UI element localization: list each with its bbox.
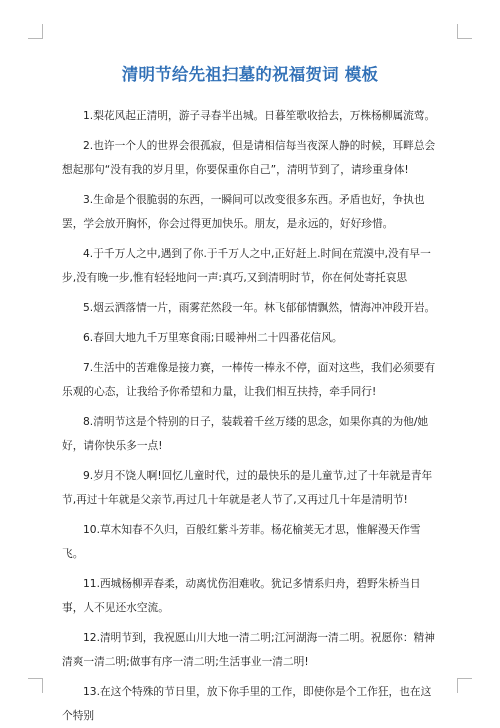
paragraph-11: 11.西城杨柳弄春柔，动离忧伤泪难收。犹记多情系归舟，碧野朱桥当日事，人不见还水空流。 [62,577,421,614]
document-title: 清明节给先祖扫墓的祝福贺词 模板 [121,65,379,84]
paragraph-13: 13.在这个特殊的节日里，放下你手里的工作，即使你是个工作狂，也在这个特别 [62,685,432,722]
crop-mark-bottom-left [28,678,43,693]
paragraph-6: 6.春回大地九千万里寒食雨;日暖神州二十四番花信风。 [83,331,343,344]
paragraph-2: 2.也许一个人的世界会很孤寂，但是请相信每当夜深人静的时候，耳畔总会想起那句“没有我的岁月里，你要保重你自己”，清明节到了，请珍重身体! [62,139,436,176]
paragraph-4: 4.于千万人之中,遇到了你.于千万人之中,正好赶上.时间在荒漠中,没有早一步,没有晚一步,惟有轻轻地问一声:真巧,又到清明时节，你在何处寄托哀思 [62,247,431,284]
paragraph-7: 7.生活中的苦难像是接力赛，一棒传一棒永不停，面对这些，我们必须要有乐观的心态，让我给予你希望和力量，让我们相互扶持，牵手同行! [62,361,436,398]
crop-mark-top-left [28,24,43,39]
paragraph-1: 1.梨花风起正清明，游子寻春半出城。日暮笙歌收拾去，万株杨柳属流莺。 [83,109,436,122]
document-body [62,104,440,728]
crop-mark-top-right [457,24,472,39]
crop-mark-bottom-right [457,678,472,693]
paragraph-5: 5.烟云洒落情一片，雨雾茫然段一年。林飞郁郁情飘然，情海冲冲段开岩。 [83,301,436,314]
paragraph-9: 9.岁月不饶人啊!回忆儿童时代，过的最快乐的是儿童节,过了十年就是青年节,再过十年就是父亲节,再过几十年就是老人节了,又再过几十年是清明节! [62,469,433,506]
paragraph-12: 12.清明节到，我祝愿山川大地一清二明;江河湖海一清二明。祝愿你：精神清爽一清二明;做事有序一清二明;生活事业一清二明! [62,631,435,668]
paragraph-10: 10.草木知春不久归，百般红紫斗芳菲。杨花榆荚无才思，惟解漫天作雪飞。 [62,523,421,560]
paragraph-3: 3.生命是个很脆弱的东西，一瞬间可以改变很多东西。矛盾也好，争执也罢，学会放开胸怀，你会过得更加快乐。朋友，是永远的，好好珍惜。 [62,193,425,230]
paragraph-8: 8.清明节这是个特别的日子，装载着千丝万缕的思念，如果你真的为他/她好，请你快乐多一点! [62,415,429,452]
